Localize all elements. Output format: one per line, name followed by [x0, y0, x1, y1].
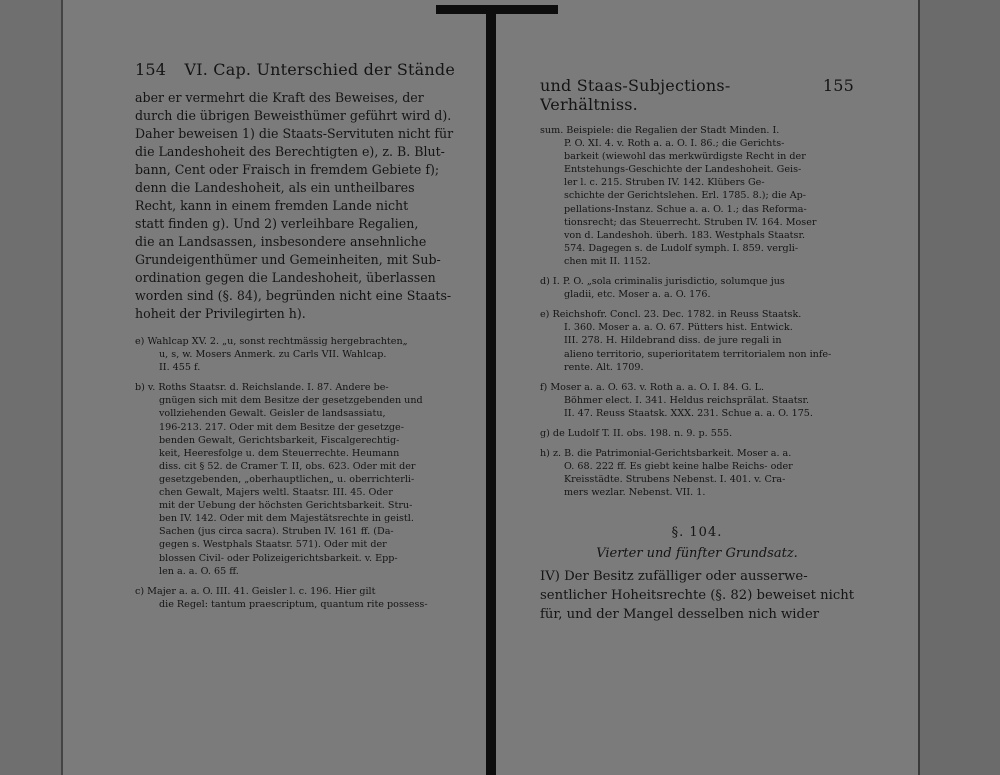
body-line: Recht, kann in einem fremden Lande nicht [135, 198, 409, 213]
footnote-line: keit, Heeresfolge u. dem Steuerrechte. Heumann [159, 447, 400, 459]
left-page [135, 60, 455, 618]
section-number: §. 104. [671, 525, 723, 541]
book-spine-top [436, 5, 558, 14]
footnote-line: pellations-Instanz. Schue a. a. O. 1.; das Reforma- [564, 203, 807, 215]
footnote-line: h) z. B. die Patrimonial-Gerichtsbarkeit. Moser a. a. [540, 448, 792, 460]
body-line: hoheit der Privilegirten h). [135, 306, 306, 321]
footnote-line: schichte der Gerichtslehen. Erl. 1785. 8.); die Ap- [564, 190, 807, 202]
footnote-line: Kreisstädte. Strubens Nebenst. I. 401. v. Cra- [564, 474, 786, 486]
body-line: aber er vermehrt die Kraft des Beweises, der [135, 90, 424, 105]
footnote-line: II. 47. Reuss Staatsk. XXX. 231. Schue a. a. O. 175. [564, 407, 813, 419]
footnote-line: barkeit (wiewohl das merkwürdigste Recht in der [564, 151, 806, 163]
footnote [135, 381, 455, 577]
footnote-line: chen Gewalt, Majers weltl. Staatsr. III. 45. Oder [159, 487, 393, 499]
right-footnotes [540, 124, 854, 499]
right-page-edge [918, 0, 920, 775]
footnote-line: gnügen sich mit dem Besitze der gesetzgebenden und [159, 395, 423, 407]
footnote-line: blossen Civil- oder Polizeigerichtsbarkeit. v. Epp- [159, 552, 398, 564]
body-line: die an Landsassen, insbesondere ansehnliche [135, 234, 427, 249]
footnote-line: von d. Landeshoh. überh. 183. Westphals Staatsr. [564, 229, 806, 241]
footnote-line: II. 455 f. [159, 362, 201, 374]
footnote [540, 381, 854, 420]
footnote-line: benden Gewalt, Gerichtsbarkeit, Fiscalgerechtig- [159, 434, 400, 446]
body-line: statt finden g). Und 2) verleihbare Regalien, [135, 216, 419, 231]
left-footnotes [135, 335, 455, 611]
body-line: ordination gegen die Landeshoheit, überlassen [135, 270, 436, 285]
body-line: Grundeigenthümer und Gemeinheiten, mit Sub- [135, 252, 441, 267]
footnote-line: d) I. P. O. „sola criminalis jurisdictio, solumque jus [540, 276, 785, 288]
left-page-edge [61, 0, 63, 775]
footnote-line: b) v. Roths Staatsr. d. Reichslande. I. 87. Andere be- [135, 382, 389, 394]
left-running-title: VI. Cap. Unterschied der Stände [184, 60, 455, 79]
footnote-line: mers wezlar. Nebenst. VII. 1. [564, 487, 706, 499]
footnote-line: f) Moser a. a. O. 63. v. Roth a. a. O. I. 84. G. L. [540, 381, 765, 393]
body-line: sentlicher Hoheitsrechte (§. 82) beweiset nicht [540, 588, 854, 604]
footnote-line: ben IV. 142. Oder mit dem Majestätsrechte in geistl. [159, 513, 414, 525]
body-line: denn die Landeshoheit, als ein untheilbares [135, 180, 415, 195]
left-page-header [135, 60, 455, 79]
footnote [135, 585, 455, 611]
body-line: Daher beweisen 1) die Staats-Servituten nicht für [135, 126, 454, 141]
footnote [135, 335, 455, 374]
right-body-text [540, 567, 854, 624]
footnote-line: sum. Beispiele: die Regalien der Stadt Minden. I. [540, 125, 780, 136]
right-running-title: und Staas-Subjections-Verhältniss. [540, 76, 731, 114]
right-page-number: 155 [822, 76, 854, 95]
left-body-text [135, 89, 455, 323]
footnote-line: gladii, etc. Moser a. a. O. 176. [564, 289, 711, 301]
right-scan-margin [920, 0, 1000, 775]
footnote-line: I. 360. Moser a. a. O. 67. Pütters hist. Entwick. [564, 322, 793, 334]
footnote [540, 124, 854, 268]
footnote-line: chen mit II. 1152. [564, 255, 651, 267]
body-line: worden sind (§. 84), begründen nicht eine Staats- [135, 288, 452, 303]
footnote-line: O. 68. 222 ff. Es giebt keine halbe Reichs- oder [564, 461, 793, 473]
footnote-line: len a. a. O. 65 ff. [159, 565, 239, 577]
body-line: für, und der Mangel desselben nich wider [540, 607, 820, 623]
right-page [540, 60, 854, 624]
footnote [540, 447, 854, 499]
body-line: die Landeshoheit des Berechtigten e), z. B. Blut- [135, 144, 445, 159]
book-spine [486, 10, 496, 775]
footnote-line: Sachen (jus circa sacra). Struben IV. 161 ff. (Da- [159, 526, 394, 538]
body-line: bann, Cent oder Fraisch in fremdem Gebiete f); [135, 162, 440, 177]
left-page-number: 154 [135, 60, 167, 79]
footnote-line: rente. Alt. 1709. [564, 361, 644, 373]
footnote-line: tionsrecht; das Steuerrecht. Struben IV. 164. Moser [564, 216, 817, 228]
right-page-header [540, 76, 854, 114]
footnote [540, 308, 854, 373]
footnote-line: u, s, w. Mosers Anmerk. zu Carls VII. Wahlcap. [159, 349, 387, 361]
body-line: durch die übrigen Beweisthümer geführt wird d). [135, 108, 452, 123]
left-scan-margin [0, 0, 62, 775]
footnote-line: diss. cit § 52. de Cramer T. II, obs. 623. Oder mit der [159, 460, 416, 472]
footnote-line: Entstehungs-Geschichte der Landeshoheit. Geis- [564, 164, 802, 176]
footnote-line: alieno territorio, superioritatem territorialem non infe- [564, 348, 832, 360]
footnote-line: die Regel: tantum praescriptum, quantum rite possess- [159, 598, 428, 610]
footnote-line: gesetzgebenden, „oberhauptlichen„ u. oberrichterli- [159, 473, 415, 485]
footnote [540, 427, 854, 440]
footnote-line: vollziehenden Gewalt. Geisler de landsassiatu, [159, 408, 386, 420]
footnote-line: gegen s. Westphals Staatsr. 571). Oder mit der [159, 539, 387, 551]
footnote-line: g) de Ludolf T. II. obs. 198. n. 9. p. 555. [540, 427, 733, 439]
footnote-line: ler l. c. 215. Struben IV. 142. Klübers Ge- [564, 177, 765, 189]
footnote-line: P. O. XI. 4. v. Roth a. a. O. I. 86.; die Gerichts- [564, 138, 785, 150]
footnote-line: c) Majer a. a. O. III. 41. Geisler l. c. 196. Hier gilt [135, 585, 376, 597]
footnote-line: Böhmer elect. I. 341. Heldus reichsprälat. Staatsr. [564, 394, 810, 406]
footnote-line: mit der Uebung der höchsten Gerichtsbarkeit. Stru- [159, 500, 413, 512]
footnote [540, 275, 854, 301]
footnote-line: 196-213. 217. Oder mit dem Besitze der gesetzge- [159, 421, 404, 433]
section-title: Vierter und fünfter Grundsatz. [596, 546, 798, 562]
footnote-line: e) Reichshofr. Concl. 23. Dec. 1782. in Reuss Staatsk. [540, 309, 802, 321]
footnote-line: 574. Dagegen s. de Ludolf symph. I. 859. vergli- [564, 242, 799, 254]
footnote-line: e) Wahlcap XV. 2. „u, sonst rechtmässig hergebrachten„ [135, 336, 408, 347]
body-line: IV) Der Besitz zufälliger oder ausserwe- [540, 569, 808, 585]
footnote-line: III. 278. H. Hildebrand diss. de jure regali in [564, 335, 782, 347]
